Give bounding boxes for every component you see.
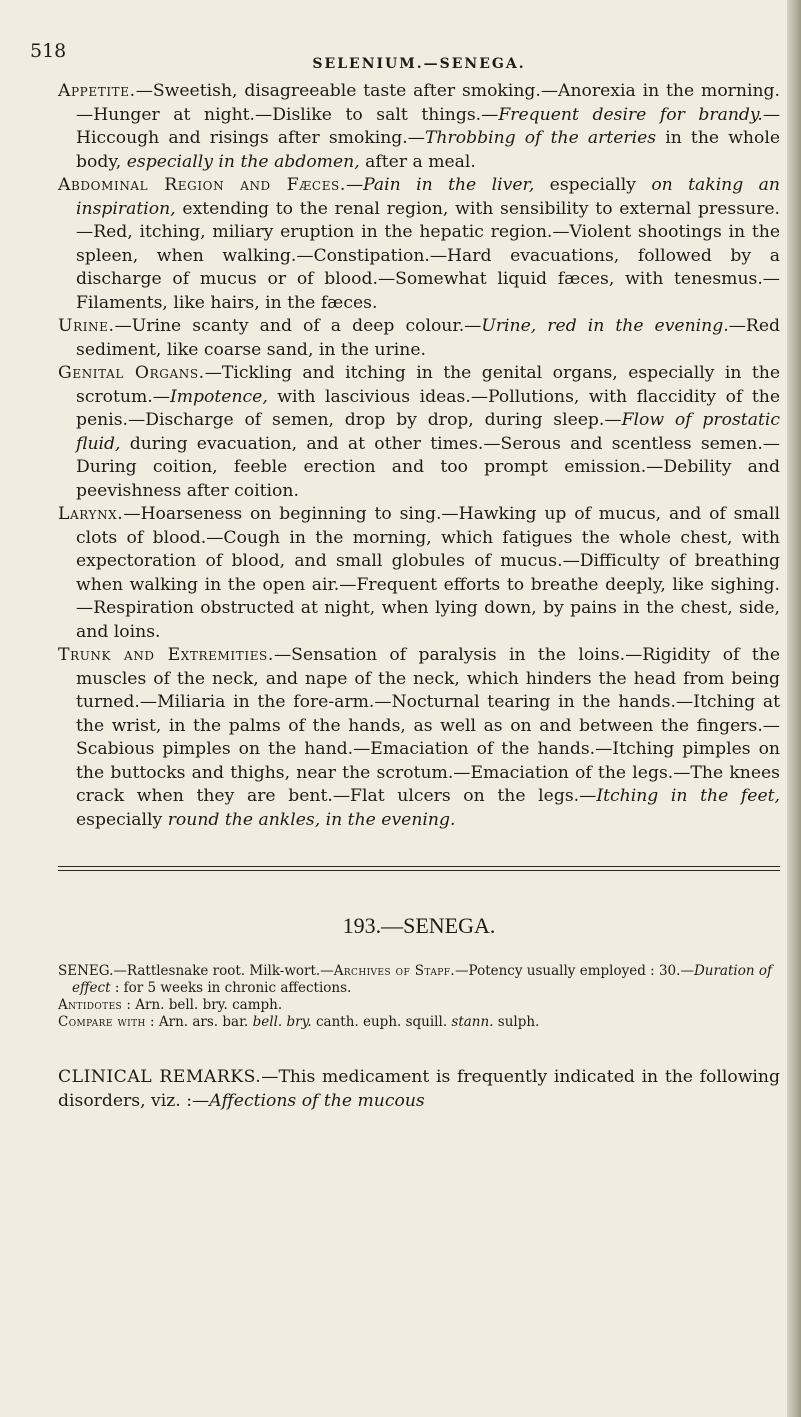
body-text: —Tickling and itching in the genital organs, especially in the scrotum.— [76, 363, 780, 407]
body-text: canth. euph. squill. [311, 1014, 452, 1030]
body-text: —Hoarseness on beginning to sing.—Hawking up of mucus, and of small clots of blood.—Cough in the morning, which fatigues the whole chest, with expectoration of blood, and small globules of mucus.—Difficulty of breathing when walking in the open air.—Frequent efforts to breathe deeply, like sighing.—Respiration obstructed at night, when lying down, by pains in the chest, side, and loins. [76, 504, 780, 642]
remedy-info-line [58, 997, 780, 1014]
clinical-heading: CLINICAL REMARKS. [58, 1067, 262, 1087]
body-text: —This medicament is frequently indicated in the following disorders, viz. :— [58, 1067, 780, 1111]
section-heading: Genital Organs. [58, 363, 205, 383]
body-text: : Arn. ars. bar. [145, 1014, 253, 1030]
remedy-title: 193.—SENEGA. [342, 913, 496, 938]
section-divider-thin [58, 870, 780, 871]
emphasis-text: especially in the abdomen, [126, 151, 360, 172]
page-edge-shadow [787, 0, 801, 1417]
body-text: especially [534, 175, 652, 195]
emphasis-text: Frequent desire for brandy. [498, 104, 763, 125]
emphasis-text: bell. bry. [252, 1014, 312, 1030]
body-text: —Hiccough and risings after smoking.— [76, 104, 781, 148]
section-divider [58, 866, 780, 867]
body-text: —Potency usually employed : 30.— [455, 963, 694, 979]
body-text: especially [76, 809, 168, 830]
body-text: with lascivious ideas.—Pollutions, with flaccidity of the penis.—Discharge of semen, drop by drop, during sleep.— [76, 386, 780, 430]
symptom-section [58, 503, 780, 644]
section-heading: Larynx. [58, 504, 124, 524]
section-heading: Urine. [58, 316, 115, 336]
section-heading: Appetite. [58, 81, 136, 101]
body-text: sulph. [493, 1014, 540, 1030]
emphasis-text: stann. [451, 1014, 494, 1030]
clinical-remarks [58, 1065, 780, 1113]
remedy-info [58, 963, 780, 1031]
page-number: 518 [30, 40, 67, 62]
section-heading: Trunk and Extremities. [58, 645, 274, 665]
emphasis-text: Flow of prostatic fluid, [76, 410, 780, 454]
emphasis-text: Throbbing of the arteries [424, 128, 657, 148]
symptom-section [58, 174, 780, 315]
emphasis-text: round the ankles, in the evening. [167, 809, 456, 830]
running-title: SELENIUM.—SENEGA. [312, 56, 526, 72]
body-text: —Red sediment, like coarse sand, in the urine. [76, 316, 781, 360]
body-text: in the whole body, [76, 128, 781, 172]
book-page [30, 40, 781, 1130]
body-text: during evacuation, and at other times.—Serous and scentless semen.—During coition, feeble erection and too prompt emission.—Debility and peevishness after coition. [76, 433, 780, 501]
section-heading: Abdominal Region and Fæces. [58, 175, 346, 195]
emphasis-text: Duration of effect [72, 963, 772, 996]
body-text: SENEG.—Rattlesnake root. Milk-wort.— [58, 963, 334, 979]
symptom-section [58, 80, 780, 174]
body-text: —Urine scanty and of a deep colour.— [114, 316, 482, 336]
body-text: extending to the renal region, with sensibility to external pressure.—Red, itching, miliary eruption in the hepatic region.—Violent shootings in the spleen, when walking.—Constipation.—Hard evacuations, followed by a discharge of mucus or of blood.—Somewhat liquid fæces, with tenesmus.—Filaments, like hairs, in the fæces. [76, 198, 780, 313]
symptom-section [58, 644, 780, 832]
emphasis-text: Urine, red in the evening. [481, 316, 729, 336]
body-text: — [345, 175, 364, 195]
emphasis-text: on taking an inspiration, [76, 175, 780, 219]
body-text: after a meal. [359, 151, 476, 172]
body-text: : Arn. bell. bry. camph. [122, 997, 283, 1013]
emphasis-text: Pain in the liver, [363, 175, 535, 195]
body-text: : for 5 weeks in chronic affections. [110, 980, 352, 996]
remedy-info-line [58, 963, 780, 997]
emphasis-text: Affections of the mucous [209, 1091, 425, 1111]
page-header [30, 40, 780, 72]
small-caps-text: Antidotes [58, 997, 123, 1013]
body-text: —Sweetish, disagreeable taste after smoking.—Anorexia in the morning.—Hunger at night.—Dislike to salt things.— [76, 81, 780, 125]
remedy-info-line [58, 1014, 780, 1031]
body-text: —Sensation of paralysis in the loins.—Rigidity of the muscles of the neck, and nape of the neck, which hinders the head from being turned.—Miliaria in the fore-arm.—Nocturnal tearing in the hands.—Itching at the wrist, in the palms of the hands, as well as on and between the fingers.—Scabious pimples on the hand.—Emaciation of the hands.—Itching pimples on the buttocks and thighs, near the scrotum.—Emaciation of the legs.—The knees crack when they are bent.—Flat ulcers on the legs.— [76, 645, 780, 806]
emphasis-text: Itching in the feet, [596, 786, 781, 806]
symptom-sections [58, 80, 780, 832]
small-caps-text: Archives of Stapf. [333, 963, 456, 979]
symptom-section [58, 315, 780, 362]
symptom-section [58, 362, 780, 503]
emphasis-text: Impotence, [169, 386, 268, 407]
small-caps-text: Compare with [58, 1014, 146, 1030]
